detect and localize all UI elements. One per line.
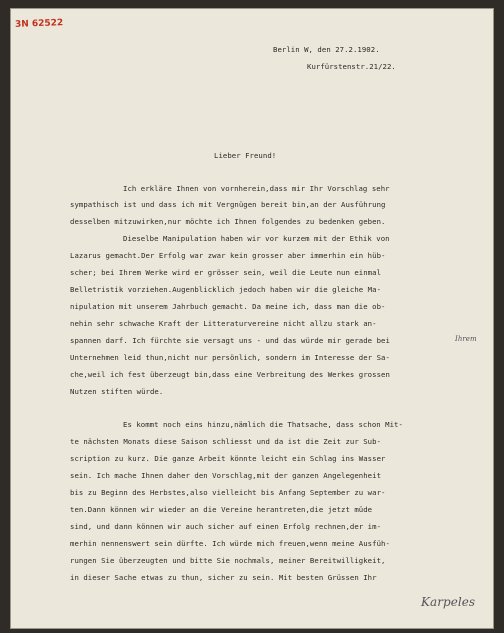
- handwritten-margin-note: Ihrem: [455, 335, 477, 343]
- body-line: Unternehmen leid thun,nicht nur persönlich, sondern im Interesse der Sa-: [70, 353, 390, 362]
- body-line: Dieselbe Manipulation haben wir vor kurzem mit der Ethik von: [123, 234, 390, 243]
- body-line: rungen Sie überzeugten und bitte Sie nochmals, meiner Bereitwilligkeit,: [70, 556, 386, 565]
- body-line: te nächsten Monats diese Saison schliesst und da ist die Zeit zur Sub-: [70, 437, 382, 446]
- body-line: bis zu Beginn des Herbstes,also vielleicht bis Anfang September zu war-: [70, 488, 386, 497]
- body-line: scription zu kurz. Die ganze Arbeit könnte leicht ein Schlag ins Wasser: [70, 454, 386, 463]
- body-line: sein. Ich mache Ihnen daher den Vorschlag,mit der ganzen Angelegenheit: [70, 471, 382, 480]
- body-line: Es kommt noch eins hinzu,nämlich die Thatsache, dass schon Mit-: [123, 420, 403, 429]
- body-line: che,weil ich fest überzeugt bin,dass eine Verbreitung des Werkes grossen: [70, 370, 390, 379]
- header-place-date: Berlin W, den 27.2.1902.: [273, 45, 380, 54]
- handwritten-signature: Karpeles: [421, 595, 476, 609]
- body-line: nehin sehr schwache Kraft der Litteraturvereine nicht allzu stark an-: [70, 319, 377, 328]
- body-line: sympathisch ist und dass ich mit Vergnügen bereit bin,an der Ausführung: [70, 200, 386, 209]
- body-line: Nutzen stiften würde.: [70, 387, 164, 396]
- archive-stamp: 3N 62522: [14, 18, 64, 30]
- salutation: Lieber Freund!: [214, 151, 277, 160]
- header-street: Kurfürstenstr.21/22.: [307, 62, 396, 71]
- body-line: spannen darf. Ich fürchte sie versagt uns - und das würde mir gerade bei: [70, 336, 390, 345]
- body-line: Belletristik vorziehen.Augenblicklich jedoch haben wir die gleiche Ma-: [70, 285, 382, 294]
- letter-page: [10, 8, 494, 629]
- body-line: in dieser Sache etwas zu thun, sicher zu sein. Mit besten Grüssen Ihr: [70, 573, 377, 582]
- body-line: Ich erkläre Ihnen von vornherein,dass mir Ihr Vorschlag sehr: [123, 184, 390, 193]
- body-line: ten.Dann können wir wieder an die Vereine herantreten,die jetzt müde: [70, 505, 373, 514]
- body-line: nipulation mit unserem Jahrbuch gemacht. Da meine ich, dass man die ob-: [70, 302, 386, 311]
- body-line: merhin nennenswert sein dürfte. Ich würde mich freuen,wenn meine Ausfüh-: [70, 539, 390, 548]
- body-line: Lazarus gemacht.Der Erfolg war zwar kein grosser aber immerhin ein hüb-: [70, 251, 386, 260]
- body-line: scher; bei Ihrem Werke wird er grösser sein, weil die Leute nun einmal: [70, 268, 382, 277]
- body-line: desselben mitzuwirken,nur möchte ich Ihnen folgendes zu bedenken geben.: [70, 217, 386, 226]
- body-line: sind, und dann können wir auch sicher auf einen Erfolg rechnen,der im-: [70, 522, 382, 531]
